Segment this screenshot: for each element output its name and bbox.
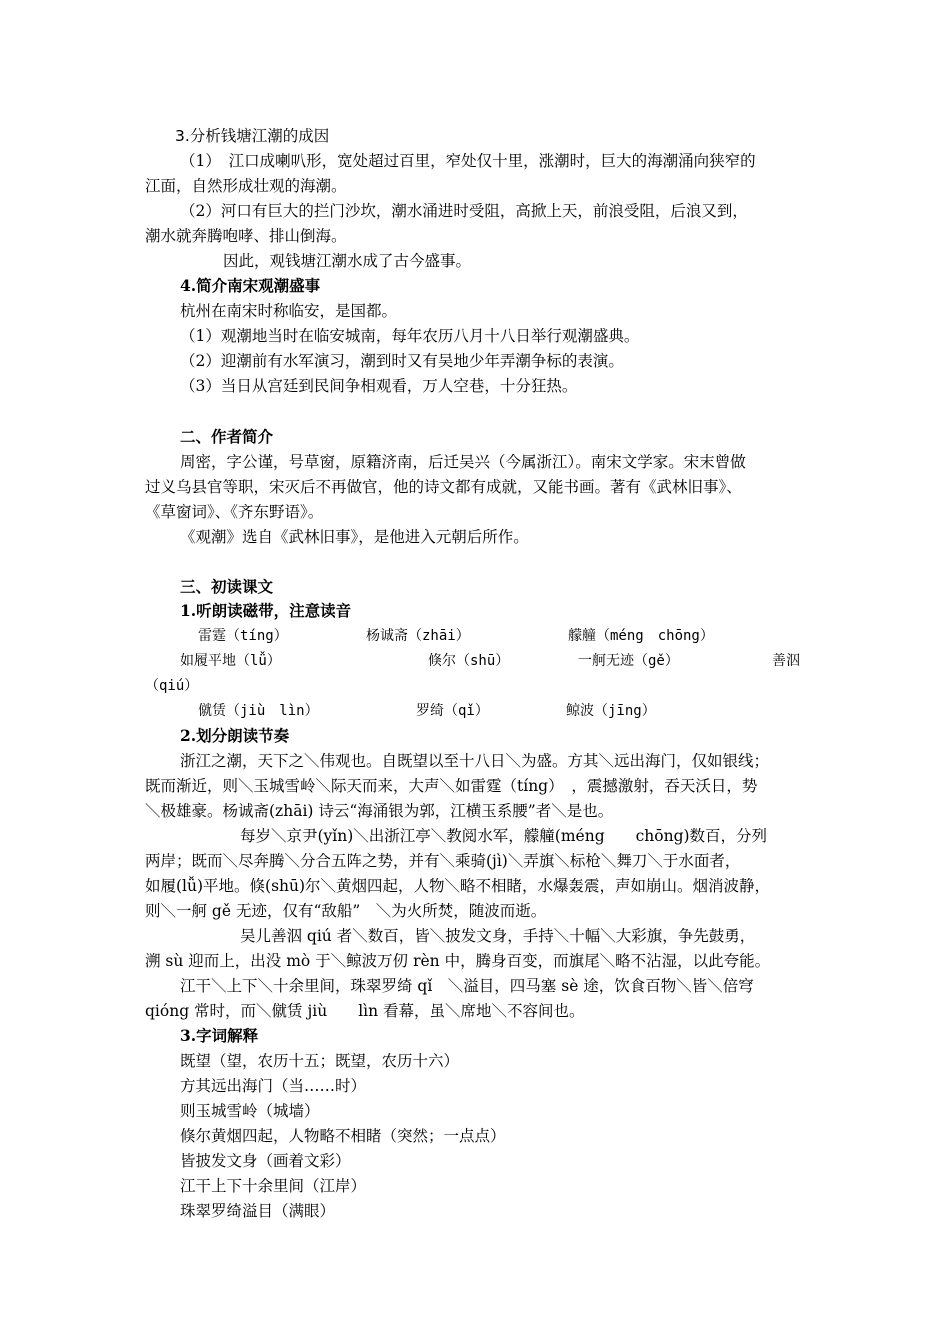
vocab-item: 倏尔黄烟四起，人物略不相睹（突然；一点点） bbox=[180, 1127, 506, 1145]
reading-sub-1: 1.听朗读磁带，注意读音 bbox=[180, 601, 352, 620]
pinyin-item: 艨艟（méng chōng） bbox=[568, 628, 714, 644]
pinyin-item: 一舸无迹（gě） bbox=[578, 653, 679, 669]
cause-2-line-2: 潮水就奔腾咆哮、排山倒海。 bbox=[145, 227, 347, 245]
vocab-item: 则玉城雪岭（城墙） bbox=[180, 1102, 320, 1120]
song-item-3: （3）当日从宫廷到民间争相观看，万人空巷，十分狂热。 bbox=[180, 377, 578, 395]
pinyin-item: 罗绮（qǐ） bbox=[416, 703, 489, 719]
author-line-3: 《草窗词》、《齐东野语》。 bbox=[145, 503, 324, 521]
rhythm-para-1-line-2: 既而渐近，则＼玉城雪岭＼际天而来，大声＼如雷霆（tíng） ，震撼激射，吞天沃日，势 bbox=[145, 777, 758, 795]
pinyin-item: 雷霆（tíng） bbox=[198, 628, 288, 644]
rhythm-para-2-line-1: 每岁＼京尹(yǐn)＼出浙江亭＼教阅水军，艨艟(méng chōng)数百，分列 bbox=[240, 827, 768, 845]
section-heading-song: 4.简介南宋观潮盛事 bbox=[180, 276, 321, 295]
author-line-2: 过义乌县官等职，宋灭后不再做官，他的诗文都有成就，又能书画。著有《武林旧事》、 bbox=[145, 478, 742, 496]
pinyin-item: 如履平地（lǚ） bbox=[180, 653, 281, 669]
vocab-item: 皆披发文身（画着文彩） bbox=[180, 1152, 351, 1170]
pinyin-item: 僦赁（jiù lìn） bbox=[198, 703, 319, 719]
rhythm-para-3-line-2: 溯 sù 迎而上，出没 mò 于＼鲸波万仞 rèn 中，腾身百变，而旗尾＼略不沾湿，以此夸能。 bbox=[145, 952, 771, 970]
author-heading: 二、作者简介 bbox=[180, 427, 274, 446]
rhythm-para-1-line-1: 浙江之潮，天下之＼伟观也。自既望以至十八日＼为盛。方其＼远出海门，仅如银线； bbox=[180, 752, 770, 770]
vocab-item: 既望（望，农历十五；既望，农历十六） bbox=[180, 1052, 460, 1070]
rhythm-para-2-line-2: 两岸；既而＼尽奔腾＼分合五阵之势，并有＼乘骑(jì)＼弄旗＼标枪＼舞刀＼于水面者， bbox=[145, 852, 741, 870]
pinyin-item: 杨诚斋（zhāi） bbox=[366, 628, 470, 644]
rhythm-para-3-line-1: 吴儿善泅 qiú 者＼数百，皆＼披发文身，手持＼十幅＼大彩旗，争先鼓勇， bbox=[240, 927, 756, 945]
cause-1-line-1: （1） 江口成喇叭形，宽处超过百里，窄处仅十里，涨潮时，巨大的海潮涌向狭窄的 bbox=[180, 152, 756, 170]
causes-conclusion: 因此，观钱塘江潮水成了古今盛事。 bbox=[223, 252, 472, 270]
rhythm-para-4-line-2: qióng 常时，而＼僦赁 jiù lìn 看幕，虽＼席地＼不容间也。 bbox=[145, 1002, 585, 1020]
pinyin-item: 鲸波（jīng） bbox=[566, 703, 656, 719]
vocab-item: 江干上下十余里间（江岸） bbox=[180, 1177, 367, 1195]
pinyin-item: 倏尔（shū） bbox=[428, 653, 510, 669]
pinyin-item-wrap: （qiú） bbox=[145, 678, 199, 694]
reading-sub-2: 2.划分朗读节奏 bbox=[180, 726, 290, 745]
rhythm-para-1-line-3: ＼极雄豪。杨诚斋(zhāi) 诗云“海涌银为郭，江横玉系腰”者＼是也。 bbox=[145, 802, 614, 820]
rhythm-para-2-line-4: 则＼一舸 gě 无迹，仅有“敌船” ＼为火所焚，随波而逝。 bbox=[145, 902, 547, 920]
song-item-1: （1）观潮地当时在临安城南，每年农历八月十八日举行观潮盛典。 bbox=[180, 327, 640, 345]
cause-2-line-1: （2）河口有巨大的拦门沙坎，潮水涌进时受阻，高掀上天，前浪受阻，后浪又到， bbox=[180, 202, 748, 220]
reading-heading: 三、初读课文 bbox=[180, 577, 274, 596]
rhythm-para-2-line-3: 如履(lǚ)平地。倏(shū)尔＼黄烟四起，人物＼略不相睹，水爆轰震，声如崩山。烟消波静， bbox=[145, 877, 771, 895]
vocab-item: 方其远出海门（当……时） bbox=[180, 1077, 367, 1095]
rhythm-para-4-line-1: 江干＼上下＼十余里间，珠翠罗绮 qǐ ＼溢目，四马塞 sè 途，饮食百物＼皆＼倍穹 bbox=[180, 977, 754, 995]
pinyin-item: 善泅 bbox=[772, 653, 800, 669]
song-intro: 杭州在南宋时称临安，是国都。 bbox=[180, 302, 398, 320]
cause-1-line-2: 江面，自然形成壮观的海潮。 bbox=[145, 177, 347, 195]
author-line-4: 《观潮》选自《武林旧事》，是他进入元朝后所作。 bbox=[180, 528, 529, 546]
vocab-item: 珠翠罗绮溢目（满眼） bbox=[180, 1202, 336, 1220]
section-heading-causes: 3.分析钱塘江潮的成因 bbox=[175, 127, 330, 145]
song-item-2: （2）迎潮前有水军演习，潮到时又有吴地少年弄潮争标的表演。 bbox=[180, 352, 624, 370]
reading-sub-3: 3.字词解释 bbox=[180, 1026, 259, 1045]
author-line-1: 周密，字公谨，号草窗，原籍济南，后迁吴兴（今属浙江）。南宋文学家。宋末曾做 bbox=[180, 453, 746, 471]
